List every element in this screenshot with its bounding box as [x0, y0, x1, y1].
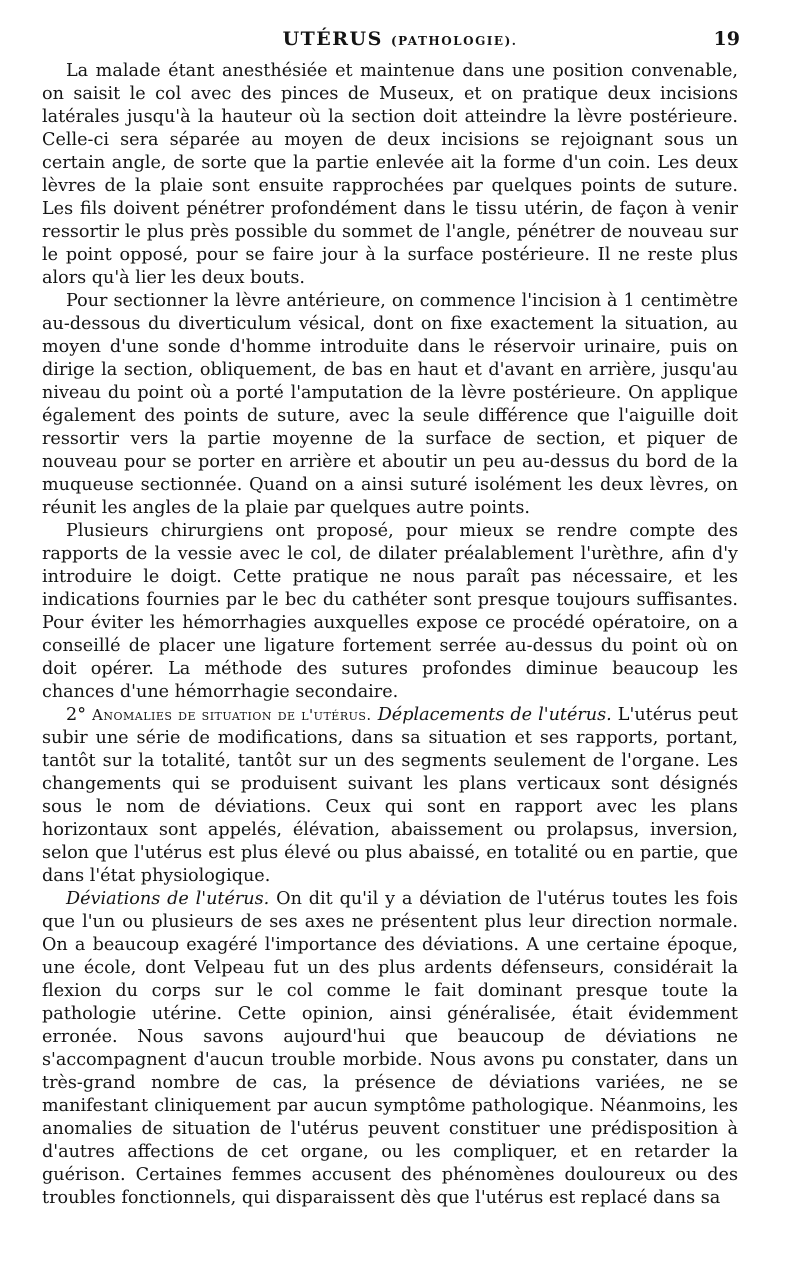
section-number: 2° [66, 705, 86, 725]
section-subheading: Déplacements de l'utérus. [377, 705, 612, 725]
section-text: L'utérus peut subir une série de modifications, dans sa situation et ses rapports, portant, tantôt sur la totalité, tantôt sur un des segments seulement de l'organe. Les changements qui se produisent suivant les plans verticaux sont désignés sous le nom de déviations. Ceux qui sont en rapport avec les plans horizontaux sont appelés, élévation, abaissement ou prolapsus, inversion, selon que l'utérus est plus élevé ou plus abaissé, en totalité ou en partie, que dans l'état physiologique. [42, 705, 739, 886]
paragraph-anterior-lip: Pour sectionner la lèvre antérieure, on commence l'incision à 1 centimètre au-dessous du diverticulum vésical, dont on fixe exactement la situation, au moyen d'une sonde d'homme introduite dans le réservoir urinaire, puis on dirige la section, obliquement, de bas en haut et d'avant en arrière, jusqu'au niveau du point où a porté l'amputation de la lèvre postérieure. On applique également des points de suture, avec la seule différence que l'aiguille doit ressortir vers la partie moyenne de la surface de section, et piquer de nouveau pour se porter en arrière et aboutir un peu au-dessus du bord de la muqueuse sectionnée. Quand on a ainsi suturé isolément les deux lèvres, on réunit les angles de la plaie par quelques autre points. [42, 291, 738, 518]
section-anomalies [42, 704, 738, 888]
deviations-heading: Déviations de l'utérus. [66, 889, 270, 909]
paragraph-surgeons: Plusieurs chirurgiens ont proposé, pour mieux se rendre compte des rapports de la vessie avec le col, de dilater préalablement l'urèthre, afin d'y introduire le doigt. Cette pratique ne nous paraît pas nécessaire, et les indications fournies par le bec du cathéter sont presque toujours suffisantes. Pour éviter les hémorrhagies auxquelles expose ce procédé opératoire, on a conseillé de placer une ligature fortement serrée au-dessus du point où on doit opérer. La méthode des sutures profondes diminue beaucoup les chances d'une hémorrhagie secondaire. [42, 521, 738, 702]
running-title [60, 28, 740, 50]
running-title-subtitle: (PATHOLOGIE). [390, 34, 518, 48]
running-title-main: UTÉRUS [282, 28, 383, 50]
deviations-text: On dit qu'il y a déviation de l'utérus toutes les fois que l'un ou plusieurs de ses axes ne présentent plus leur direction normale. On a beaucoup exagéré l'importance des déviations. A une certaine époque, une école, dont Velpeau fut un des plus ardents défenseurs, considérait la flexion du corps sur le col comme le fait dominant presque toute la pathologie utérine. Cette opinion, ainsi généralisée, était évidemment erronée. Nous savons aujourd'hui que beaucoup de déviations ne s'accompagnent d'aucun trouble morbide. Nous avons pu constater, dans un très-grand nombre de cas, la présence de déviations variées, ne se manifestant cliniquement par aucun symptôme pathologique. Néanmoins, les anomalies de situation de l'utérus peuvent constituer une prédisposition à d'autres affections de cet organe, ou les compliquer, et en retarder la guérison. Certaines femmes accusent des phénomènes douloureux ou des troubles fonctionnels, qui disparaissent dès que l'utérus est replacé dans sa [42, 889, 739, 1208]
page-number: 19 [713, 28, 740, 50]
body-text [42, 60, 738, 1210]
page-header [60, 28, 740, 54]
paragraph-anesthesia: La malade étant anesthésiée et maintenue dans une position convenable, on saisit le col avec des pinces de Museux, et on pratique deux incisions latérales jusqu'à la hauteur où la section doit atteindre la lèvre postérieure. Celle-ci sera séparée au moyen de deux incisions se rejoignant sous un certain angle, de sorte que la partie enlevée ait la forme d'un coin. Les deux lèvres de la plaie sont ensuite rapprochées par quelques points de suture. Les fils doivent pénétrer profondément dans le tissu utérin, de façon à venir ressortir le plus près possible du sommet de l'angle, pénétrer de nouveau sur le point opposé, pour se faire jour à la surface postérieure. Il ne reste plus alors qu'à lier les deux bouts. [42, 61, 738, 288]
section-heading: Anomalies de situation de l'utérus. [92, 706, 372, 724]
paragraph-deviations [42, 888, 738, 1210]
